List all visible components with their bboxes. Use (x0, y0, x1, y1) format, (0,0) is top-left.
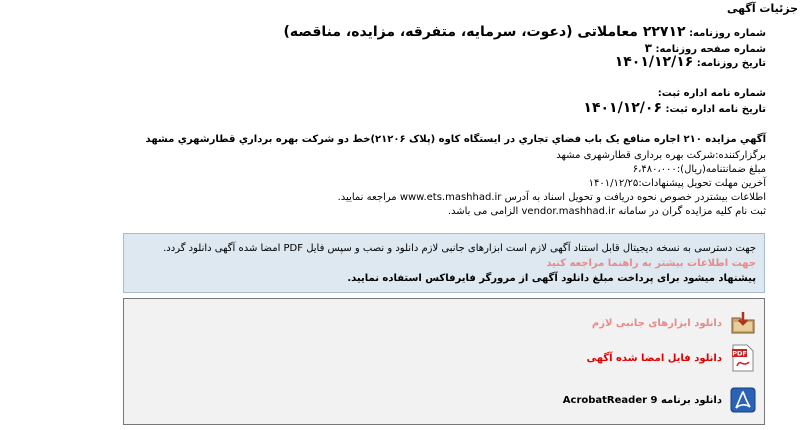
notice-text-1: جهت دسترسی به نسخه دیجیتال قابل استناد آگهی لازم است ابزارهای جانبی لازم دانلود و نصب و سپس فایل PDF امضا شده آگهی دانلود گردد. (163, 243, 756, 254)
digital-notice-box (123, 233, 765, 293)
download-tools-label: دانلود ابزارهای جانبی لازم (591, 317, 722, 329)
registry-letter-date-label: تاریخ نامه اداره ثبت: (665, 104, 766, 115)
newspaper-number-value: ۲۲۷۱۲ معاملاتی (دعوت، سرمایه، متفرقه، مزایده، مناقصه) (283, 24, 686, 40)
newspaper-date-row (615, 54, 766, 70)
registry-letter-date-value: ۱۴۰۱/۱۲/۰۶ (583, 100, 662, 116)
ad-deadline: آخرین مهلت تحویل پیشنهادات:۱۴۰۱/۱۲/۲۵ (588, 178, 766, 189)
acrobat-reader-icon (730, 386, 756, 414)
downloads-box (123, 298, 765, 425)
registry-letter-date-row (583, 100, 766, 116)
ad-info: اطلاعات بیشتردر خصوص نحوه دریافت و تحویل اسناد به آدرس www.ets.mashhad.ir مراجعه نمایید. (337, 192, 766, 203)
help-link[interactable]: جهت اطلاعات بیشتر به راهنما مراجعه کنید (546, 258, 756, 269)
ad-registration: ثبت نام کلیه مزایده گران در سامانه vendor.mashhad.ir الزامی می باشد. (447, 206, 766, 217)
ad-organizer: برگزارکننده:شرکت بهره برداری قطارشهری مشهد (556, 150, 766, 161)
download-signed-pdf-link[interactable] (587, 343, 756, 373)
registry-letter-number-row (658, 88, 766, 99)
newspaper-number-label: شماره روزنامه: (689, 28, 766, 39)
ad-title: آگهي مزايده ۲۱۰ اجاره منافع يک باب فضاي تجاري در ايستگاه کاوه (پلاک ۲۱۲۰۶)خط دو شرکت بهره برداري قطارشهري مشهد (145, 134, 766, 145)
newspaper-number-row (284, 24, 766, 40)
folder-download-icon (730, 309, 756, 337)
page-title: جزئیات آگهی (727, 2, 798, 15)
download-tools-link[interactable] (592, 308, 756, 338)
newspaper-page-label: شماره صفحه روزنامه: (655, 44, 766, 55)
download-signed-pdf-label: دانلود فایل امضا شده آگهی (586, 352, 722, 364)
download-acrobat-label: دانلود برنامه AcrobatReader 9 (562, 394, 722, 406)
download-acrobat-link[interactable] (563, 385, 756, 415)
notice-text-3: پیشنهاد میشود برای پرداخت مبلغ دانلود آگهی از مرورگر فایرفاکس استفاده نمایید. (347, 273, 756, 284)
newspaper-page-value: ۳ (644, 41, 652, 55)
ad-guarantee: مبلغ ضمانتنامه(ریال):۶،۴۸۰،۰۰۰ (632, 164, 766, 175)
svg-text:PDF: PDF (732, 349, 747, 358)
registry-letter-number-label: شماره نامه اداره ثبت: (657, 88, 766, 99)
newspaper-date-value: ۱۴۰۱/۱۲/۱۶ (614, 54, 694, 70)
pdf-file-icon (730, 344, 756, 372)
newspaper-date-label: تاریخ روزنامه: (696, 58, 766, 69)
newspaper-page-row (645, 41, 766, 55)
